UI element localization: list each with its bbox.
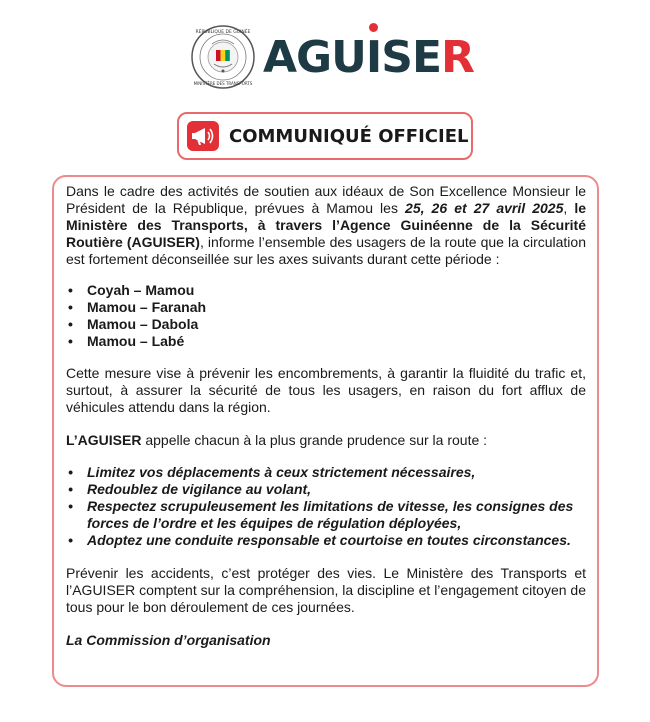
logo-dot	[369, 23, 378, 32]
header	[0, 20, 650, 100]
organization-name: le Ministère des Transports, à travers l’Agence Guinéenne de la Sécurité Routière (AGUISER)	[66, 200, 587, 250]
communique-body	[66, 183, 586, 649]
megaphone-icon	[187, 121, 219, 151]
signature: La Commission d’organisation	[66, 632, 271, 648]
intro-text: , informe l’ensemble des usagers de la route que la circulation est fortement déconseillée sur les axes suivants durant cette période :	[66, 234, 586, 267]
svg-text:MINISTÈRE DES TRANSPORTS: MINISTÈRE DES TRANSPORTS	[193, 81, 253, 86]
aguiser-logo	[263, 32, 474, 84]
advice-item: • Respectez scrupuleusement les limitations de vitesse, les consignes des forces de l’ordre et les équipes de régulation déployées,	[66, 498, 586, 532]
logo-text-part: AGU	[263, 32, 366, 83]
intro-text: ,	[563, 200, 575, 216]
call-organization: L’AGUISER	[66, 432, 142, 448]
measure-paragraph: Cette mesure vise à prévenir les encombrements, à garantir la fluidité du trafic et, surtout, à assurer la sécurité de tous les usagers, en raison du fort afflux de véhicules attendu dans la région.	[66, 365, 586, 415]
route-item: • Coyah – Mamou	[66, 282, 586, 299]
republic-seal-logo	[190, 24, 256, 90]
route-item: • Mamou – Dabola	[66, 316, 586, 333]
svg-text:RÉPUBLIQUE DE GUINÉE: RÉPUBLIQUE DE GUINÉE	[195, 30, 251, 35]
intro-text: Dans le cadre des activités de soutien aux idéaux de Son Excellence Monsieur le Président de la République, prévues à Mamou les	[66, 183, 586, 216]
event-dates: 25, 26 et 27 avril 2025	[405, 200, 564, 216]
closing-paragraph: Prévenir les accidents, c’est protéger des vies. Le Ministère des Transports et l’AGUISER comptent sur la compréhension, la discipline et l’engagement citoyen de tous pour le bon déroulement de ces journées.	[66, 565, 586, 615]
intro-paragraph	[66, 183, 586, 268]
communique-banner	[177, 112, 473, 160]
logo-text-part: SE	[381, 32, 442, 83]
route-item: • Mamou – Faranah	[66, 299, 586, 316]
call-text: appelle chacun à la plus grande prudence sur la route :	[141, 432, 488, 448]
communique-title: COMMUNIQUÉ OFFICIEL	[229, 126, 469, 147]
call-paragraph	[66, 432, 586, 449]
routes-list	[66, 282, 586, 350]
route-item: • Mamou – Labé	[66, 333, 586, 350]
advice-item: • Adoptez une conduite responsable et courtoise en toutes circonstances.	[66, 532, 586, 549]
logo-text-part: I	[365, 32, 382, 83]
advice-list	[66, 464, 586, 549]
advice-item: • Redoublez de vigilance au volant,	[66, 481, 586, 498]
advice-item: • Limitez vos déplacements à ceux strictement nécessaires,	[66, 464, 586, 481]
logo-text-part-red: R	[441, 32, 474, 83]
